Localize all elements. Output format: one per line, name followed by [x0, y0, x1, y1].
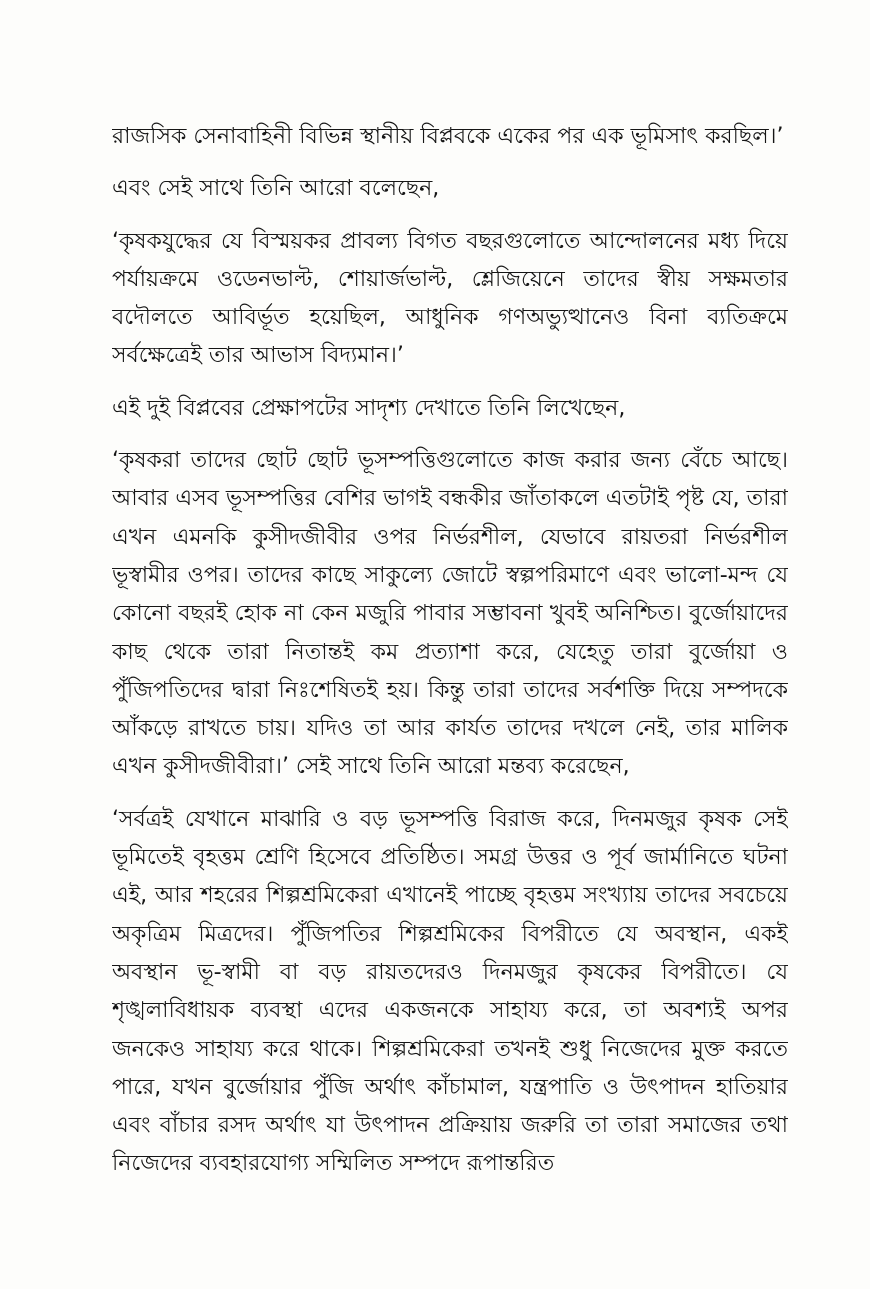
paragraph-3: ‘কৃষকযুদ্ধের যে বিস্ময়কর প্রাবল্য বিগত বছরগুলোতে আন্দোলনের মধ্য দিয়ে পর্যায়ক্রমে ওডেনভাল্ট, শোয়ার্জভাল্ট, শ্লেজিয়েনে তাদের স্বীয় সক্ষমতার বদৌলতে আবির্ভূত হয়েছিল, আধুনিক গণঅভ্যুত্থানেও বিনা ব্যতিক্রমে সর্বক্ষেত্রেই তার আভাস বিদ্যমান।’ — [112, 228, 788, 369]
paragraph-5: ‘কৃষকরা তাদের ছোট ছোট ভূসম্পত্তিগুলোতে কাজ করার জন্য বেঁচে আছে। আবার এসব ভূসম্পত্তির বেশির ভাগই বন্ধকীর জাঁতাকলে এতটাই পৃষ্ট যে, তারা এখন এমনকি কুসীদজীবীর ওপর নির্ভরশীল, যেভাবে রায়তরা নির্ভরশীল ভূস্বামীর ওপর। তাদের কাছে সাকুল্যে জোটে স্বল্পপরিমাণে এবং ভালো-মন্দ যে কোনো বছরই হোক না কেন মজুরি পাবার সম্ভাবনা খুবই অনিশ্চিত। বুর্জোয়াদের কাছ থেকে তারা নিতান্তই কম প্রত্যাশা করে, যেহেতু তারা বুর্জোয়া ও পুঁজিপতিদের দ্বারা নিঃশেষিতই হয়। কিন্তু তারা তাদের সর্বশক্তি দিয়ে সম্পদকে আঁকড়ে রাখতে চায়। যদিও তা আর কার্যত তাদের দখলে নেই, তার মালিক এখন কুসীদজীবীরা।’ সেই সাথে তিনি আরো মন্তব্য করেছেন, — [112, 448, 788, 780]
paragraph-1: রাজসিক সেনাবাহিনী বিভিন্ন স্থানীয় বিপ্লবকে একের পর এক ভূমিসাৎ করছিল।’ — [112, 124, 784, 149]
paragraph-6: ‘সর্বত্রই যেখানে মাঝারি ও বড় ভূসম্পত্তি বিরাজ করে, দিনমজুর কৃষক সেই ভূমিতেই বৃহত্তম শ্রেণি হিসেবে প্রতিষ্ঠিত। সমগ্র উত্তর ও পূর্ব জার্মানিতে ঘটনা এই, আর শহরের শিল্পশ্রমিকেরা এখানেই পাচ্ছে বৃহত্তম সংখ্যায় তাদের সবচেয়ে অকৃত্রিম মিত্রদের। পুঁজিপতির শিল্পশ্রমিকের বিপরীতে যে অবস্থান, একই অবস্থান ভূ-স্বামী বা বড় রায়তদেরও দিনমজুর কৃষকের বিপরীতে। যে শৃঙ্খলাবিধায়ক ব্যবস্থা এদের একজনকে সাহায্য করে, তা অবশ্যই অপর জনকেও সাহায্য করে থাকে। শিল্পশ্রমিকেরা তখনই শুধু নিজেদের মুক্ত করতে পারে, যখন বুর্জোয়ার পুঁজি অর্থাৎ কাঁচামাল, যন্ত্রপাতি ও উৎপাদন হাতিয়ার এবং বাঁচার রসদ অর্থাৎ যা উৎপাদন প্রক্রিয়ায় জরুরি তা তারা সমাজের তথা নিজেদের ব্যবহারযোগ্য সম্মিলিত সম্পদে রূপান্তরিত — [112, 806, 788, 1177]
paragraph-4: এই দুই বিপ্লবের প্রেক্ষাপটের সাদৃশ্য দেখাতে তিনি লিখেছেন, — [112, 395, 626, 421]
page-body — [112, 118, 788, 1278]
paragraph-2: এবং সেই সাথে তিনি আরো বলেছেন, — [112, 176, 440, 202]
